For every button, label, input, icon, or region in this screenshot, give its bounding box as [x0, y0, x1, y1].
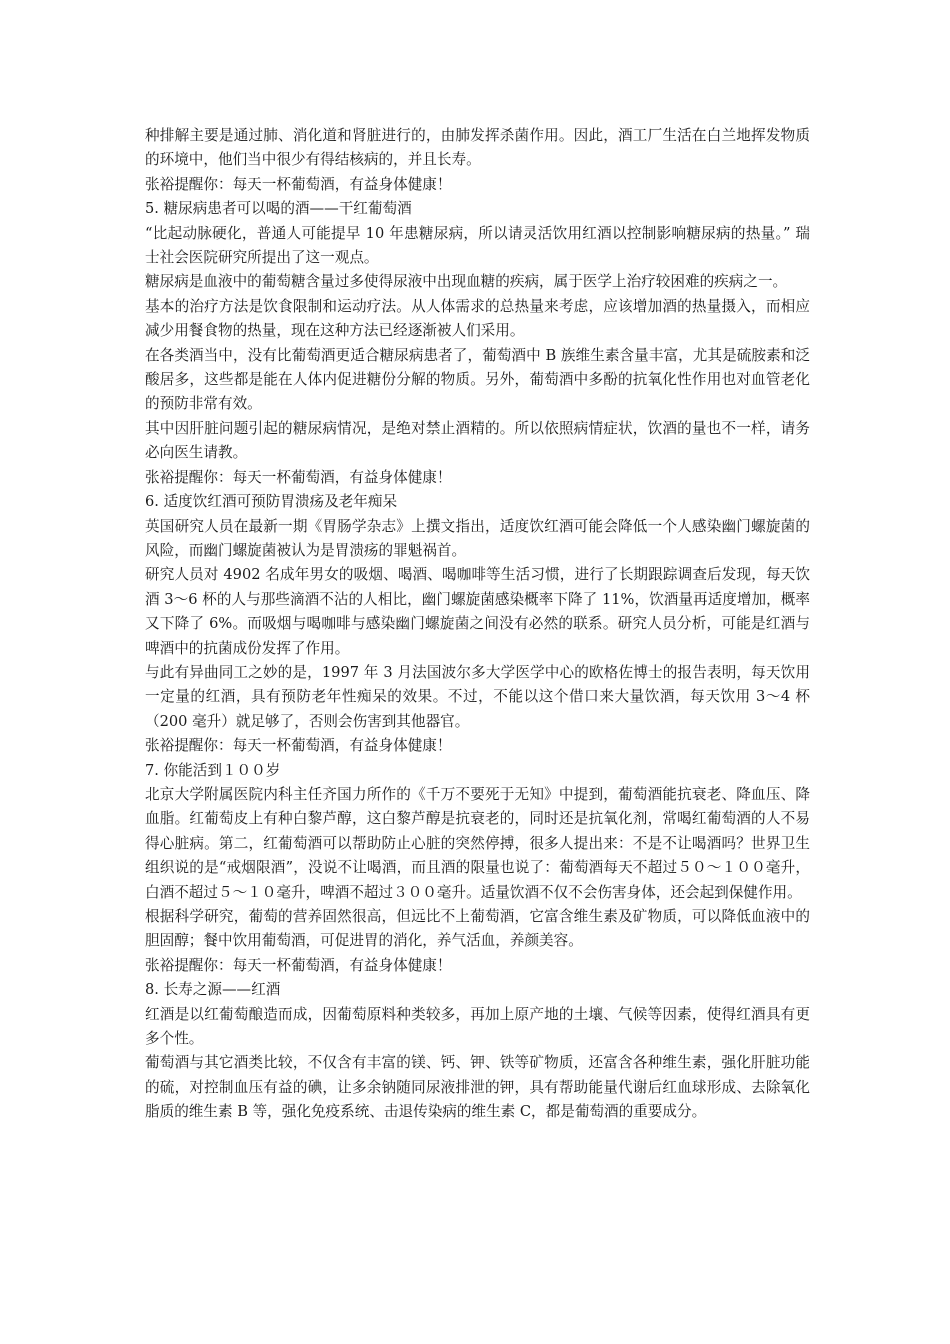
paragraph: 英国研究人员在最新一期《胃肠学杂志》上撰文指出，适度饮红酒可能会降低一个人感染幽门螺旋菌的风险，而幽门螺旋菌被认为是胃溃疡的罪魁祸首。 [145, 517, 810, 559]
section-heading-7: 7. 你能活到１００岁 [145, 761, 281, 779]
paragraph: 其中因肝脏问题引起的糖尿病情况，是绝对禁止酒精的。所以依照病情症状，饮酒的量也不一样，请务必向医生请教。 [145, 419, 810, 462]
reminder-line: 张裕提醒你：每天一杯葡萄酒，有益身体健康！ [145, 175, 452, 193]
paragraph: 基本的治疗方法是饮食限制和运动疗法。从人体需求的总热量来考虑，应该增加酒的热量摄入，而相应减少用餐食物的热量，现在这种方法已经逐渐被人们采用。 [145, 297, 810, 340]
reminder-line: 张裕提醒你：每天一杯葡萄酒，有益身体健康！ [145, 737, 452, 755]
paragraph: 与此有异曲同工之妙的是，1997 年 3 月法国波尔多大学医学中心的欧格佐博士的报告表明，每天饮用一定量的红酒，具有预防老年性痴呆的效果。不过，不能以这个借口来大量饮酒，每天饮用 3～4 杯（200 毫升）就足够了，否则会伤害到其他器官。 [145, 663, 810, 730]
paragraph: 红酒是以红葡萄酿造而成，因葡萄原料种类较多，再加上原产地的土壤、气候等因素，使得红酒具有更多个性。 [145, 1005, 810, 1048]
paragraph: 北京大学附属医院内科主任齐国力所作的《千万不要死于无知》中提到，葡萄酒能抗衰老、降血压、降血脂。红葡萄皮上有种白黎芦醇，这白黎芦醇是抗衰老的，同时还是抗氧化剂，常喝红葡萄酒的人不易得心脏病。第二，红葡萄酒可以帮助防止心脏的突然停搏，很多人提出来：不是不让喝酒吗？世界卫生组织说的是“戒烟限酒”，没说不让喝酒，而且酒的限量也说了：葡萄酒每天不超过５０～１００毫升，白酒不超过５～１０毫升，啤酒不超过３００毫升。适量饮酒不仅不会伤害身体，还会起到保健作用。 [145, 785, 810, 901]
paragraph-continuation: 种排解主要是通过肺、消化道和肾脏进行的，由肺发挥杀菌作用。因此，酒工厂生活在白兰地挥发物质的环境中，他们当中很少有得结核病的，并且长寿。 [145, 127, 810, 169]
paragraph: 糖尿病是血液中的葡萄糖含量过多使得尿液中出现血糖的疾病，属于医学上治疗较困难的疾病之一。 [145, 273, 788, 291]
document-body [145, 124, 810, 1125]
reminder-line: 张裕提醒你：每天一杯葡萄酒，有益身体健康！ [145, 468, 452, 486]
paragraph: 在各类酒当中，没有比葡萄酒更适合糖尿病患者了，葡萄酒中 B 族维生素含量丰富，尤其是硫胺素和泛酸居多，这些都是能在人体内促进糖份分解的物质。另外，葡萄酒中多酚的抗氧化性作用也对血管老化的预防非常有效。 [145, 346, 810, 413]
section-heading-6: 6. 适度饮红酒可预防胃溃疡及老年痴呆 [145, 493, 398, 511]
section-heading-5: 5. 糖尿病患者可以喝的酒——干红葡萄酒 [145, 200, 412, 218]
paragraph: 葡萄酒与其它酒类比较，不仅含有丰富的镁、钙、钾、铁等矿物质，还富含各种维生素，强化肝脏功能的硫，对控制血压有益的碘，让多余钠随同尿液排泄的钾，具有帮助能量代谢后红血球形成、去除氧化脂质的维生素 B 等，强化免疫系统、击退传染病的维生素 C，都是葡萄酒的重要成分。 [145, 1054, 810, 1121]
paragraph: 根据科学研究，葡萄的营养固然很高，但远比不上葡萄酒，它富含维生素及矿物质，可以降低血液中的胆固醇；餐中饮用葡萄酒，可促进胃的消化，养气活血，养颜美容。 [145, 908, 810, 950]
paragraph: 研究人员对 4902 名成年男女的吸烟、喝酒、喝咖啡等生活习惯，进行了长期跟踪调查后发现，每天饮酒 3～6 杯的人与那些滴酒不沾的人相比，幽门螺旋菌感染概率下降了 11%，饮酒量再适度增加，概率又下降了 6%。而吸烟与喝咖啡与感染幽门螺旋菌之间没有必然的联系。研究人员分析，可能是红酒与啤酒中的抗菌成份发挥了作用。 [145, 566, 810, 657]
section-heading-8: 8. 长寿之源——红酒 [145, 981, 281, 999]
reminder-line: 张裕提醒你：每天一杯葡萄酒，有益身体健康！ [145, 956, 452, 974]
paragraph: “比起动脉硬化，普通人可能提早 10 年患糖尿病，所以请灵活饮用红酒以控制影响糖尿病的热量。” 瑞士社会医院研究所提出了这一观点。 [145, 224, 810, 267]
